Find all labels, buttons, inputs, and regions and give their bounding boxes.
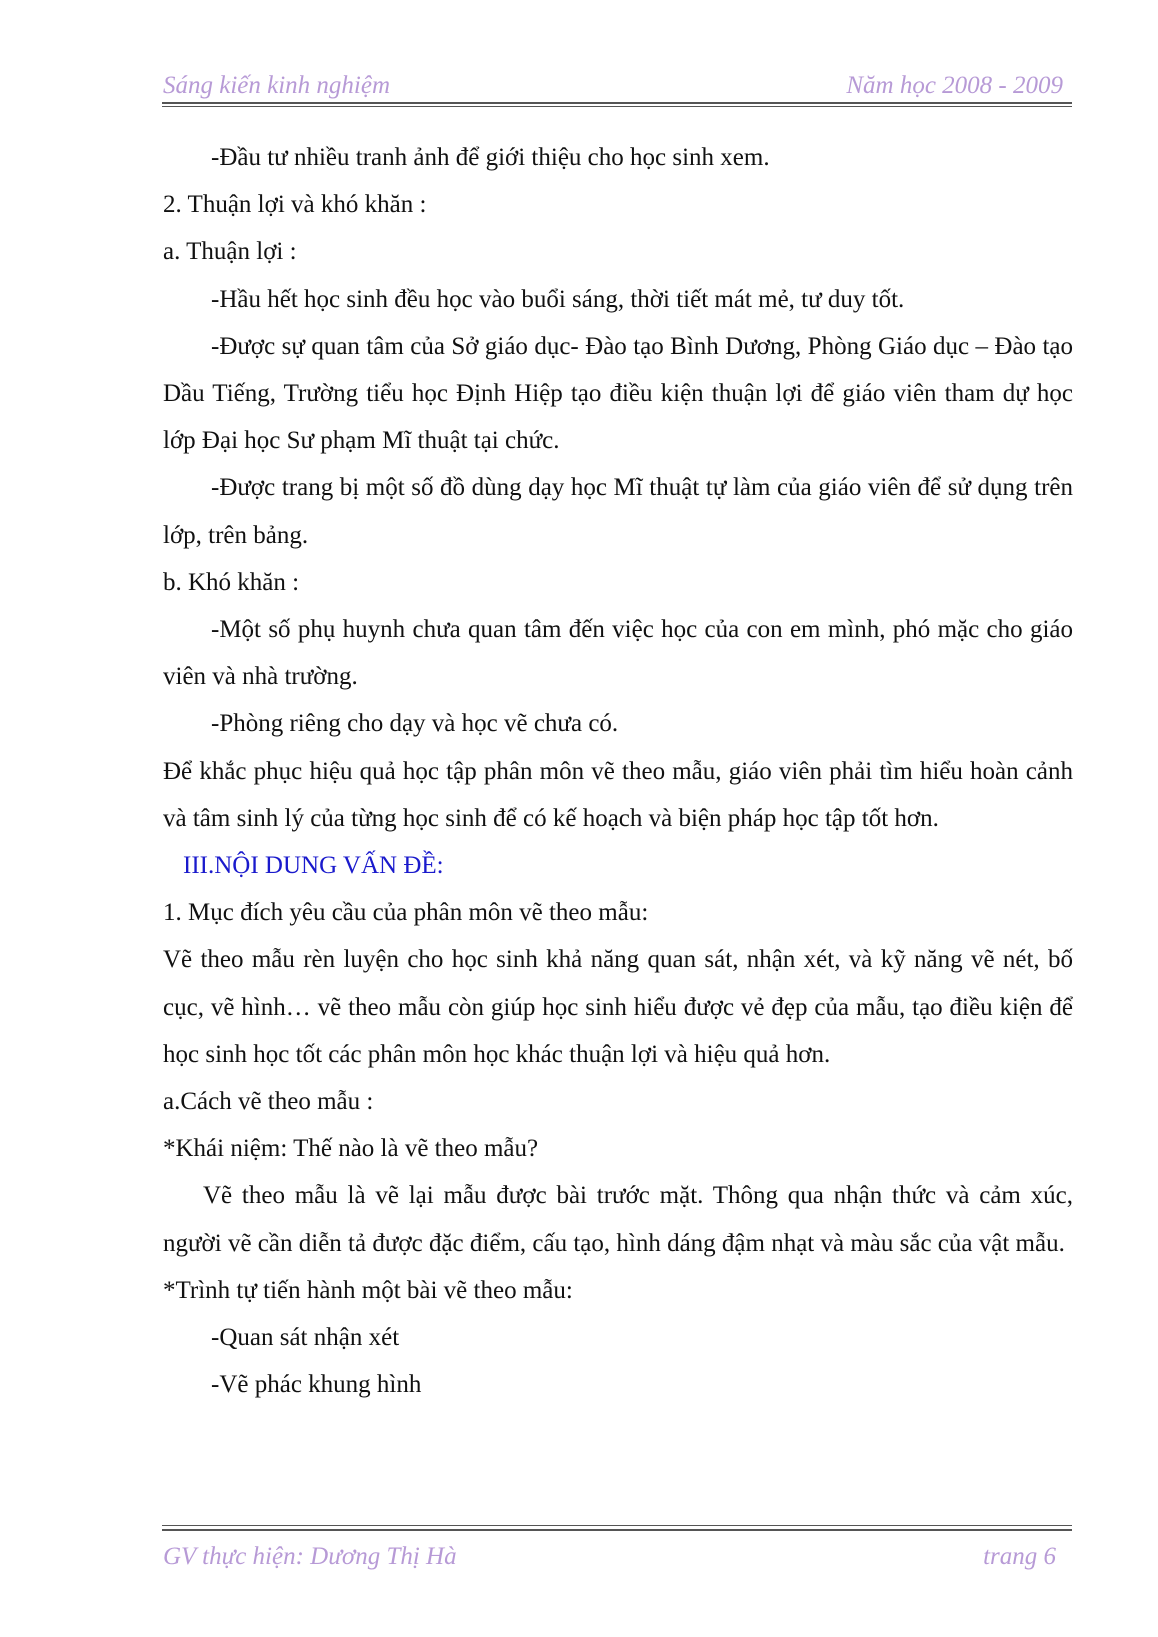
section-title: 1. Mục đích yêu cầu của phân môn vẽ theo mẫu: [163,899,649,927]
paragraph: -Phòng riêng cho dạy và học vẽ chưa có. [211,710,619,738]
document-body [163,134,1073,1408]
chapter-heading: III.NỘI DUNG VẤN ĐỀ: [183,852,444,880]
header-school-year: Năm học 2008 - 2009 [846,72,1063,99]
paragraph: -Hầu hết học sinh đều học vào buổi sáng, thời tiết mát mẻ, tư duy tốt. [211,285,905,313]
subsection-title: a.Cách vẽ theo mẫu : [163,1088,374,1116]
list-item: -Quan sát nhận xét [211,1324,400,1352]
paragraph: -Được sự quan tâm của Sở giáo dục- Đào tạo Bình Dương, Phòng Giáo dục – Đào tạo Dầu Tiếng, Trường tiểu học Định Hiệp tạo điều kiện thuận lợi để giáo viên tham dự học lớp Đại học Sư phạm Mĩ thuật tại chức. [163,332,1073,455]
header-title: Sáng kiến kinh nghiệm [163,72,391,99]
page-number: trang 6 [983,1543,1056,1570]
subsection-title: b. Khó khăn : [163,568,300,596]
list-item: -Vẽ phác khung hình [211,1371,422,1399]
header-rule-thin [162,106,1072,107]
section-title: 2. Thuận lợi và khó khăn : [163,191,427,219]
footer-author: GV thực hiện: Dương Thị Hà [163,1543,457,1570]
paragraph: Vẽ theo mẫu là vẽ lại mẫu được bài trước mặt. Thông qua nhận thức và cảm xúc, người vẽ cần diễn tả được đặc điểm, cấu tạo, hình dáng đậm nhạt và màu sắc của vật mẫu. [163,1182,1073,1257]
paragraph: -Một số phụ huynh chưa quan tâm đến việc học của con em mình, phó mặc cho giáo viên và nhà trường. [163,616,1073,691]
paragraph: *Khái niệm: Thế nào là vẽ theo mẫu? [163,1135,539,1163]
footer-rule-thin [162,1525,1072,1526]
paragraph: -Đầu tư nhiều tranh ảnh để giới thiệu cho học sinh xem. [211,144,770,171]
paragraph: -Được trang bị một số đồ dùng dạy học Mĩ thuật tự làm của giáo viên để sử dụng trên lớp, trên bảng. [163,474,1073,549]
paragraph: *Trình tự tiến hành một bài vẽ theo mẫu: [163,1276,573,1304]
paragraph: Để khắc phục hiệu quả học tập phân môn vẽ theo mẫu, giáo viên phải tìm hiểu hoàn cảnh và tâm sinh lý của từng học sinh để có kế hoạch và biện pháp học tập tốt hơn. [163,757,1073,832]
header-rule [162,102,1072,104]
footer-rule [162,1529,1072,1531]
paragraph: Vẽ theo mẫu rèn luyện cho học sinh khả năng quan sát, nhận xét, và kỹ năng vẽ nét, bố cục, vẽ hình… vẽ theo mẫu còn giúp học sinh hiểu được vẻ đẹp của mẫu, tạo điều kiện để học sinh học tốt các phân môn học khác thuận lợi và hiệu quả hơn. [163,946,1073,1068]
subsection-title: a. Thuận lợi : [163,238,297,266]
